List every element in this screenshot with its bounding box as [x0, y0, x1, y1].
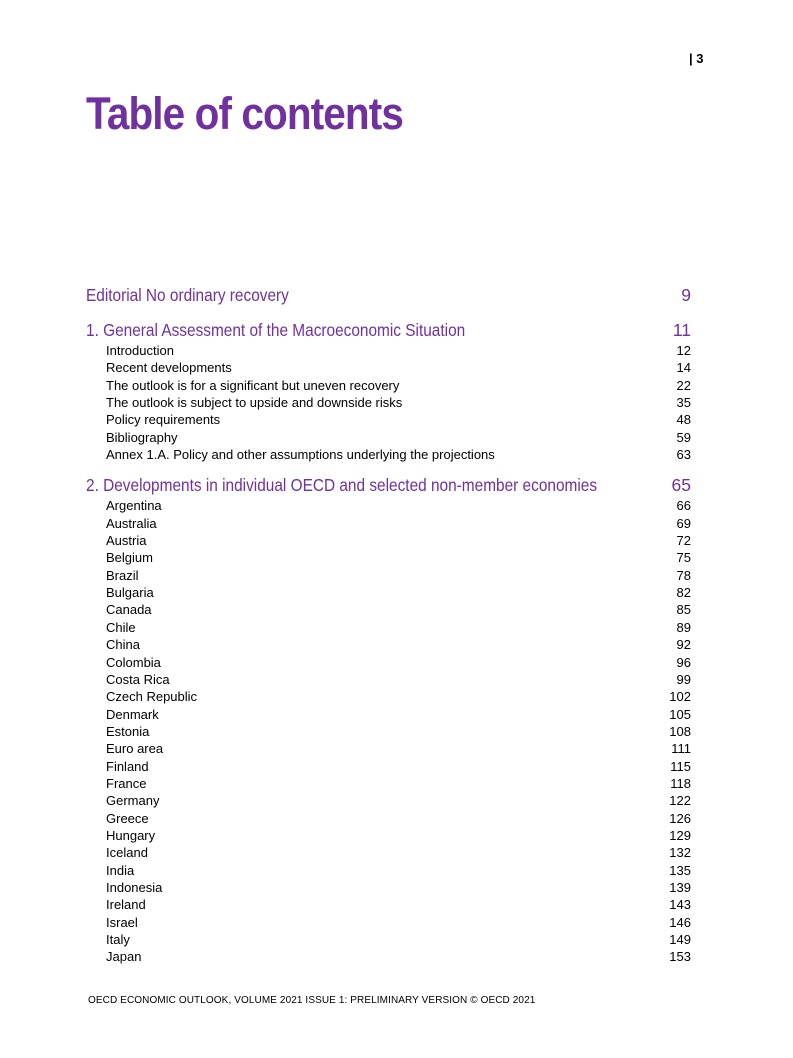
toc-section-title: 1. General Assessment of the Macroeconomic Situation	[86, 320, 466, 340]
toc-item-label: Costa Rica	[106, 671, 170, 687]
toc-item-label: India	[106, 862, 135, 878]
toc-item-label: Annex 1.A. Policy and other assumptions underlying the projections	[106, 447, 495, 463]
toc-item[interactable]	[86, 758, 691, 775]
toc-item-label: Ireland	[106, 897, 146, 913]
toc-entry-editorial[interactable]	[86, 283, 691, 307]
toc-item[interactable]	[86, 740, 691, 757]
toc-item-label: The outlook is subject to upside and downside risks	[106, 395, 403, 411]
toc-item-label: Canada	[106, 602, 152, 618]
toc-item-label: Italy	[106, 932, 130, 947]
toc-item-page: 105	[669, 706, 691, 722]
toc-item-page: 122	[669, 793, 691, 809]
toc-item[interactable]	[86, 601, 691, 618]
toc-item-label: Policy requirements	[106, 412, 221, 428]
toc-item-page: 115	[670, 758, 691, 774]
toc-item-page: 149	[669, 932, 691, 947]
toc-item[interactable]	[86, 879, 691, 896]
toc-section-heading[interactable]	[86, 318, 691, 342]
toc-item-page: 66	[676, 498, 691, 514]
toc-item[interactable]	[86, 584, 691, 601]
toc-item-page: 108	[669, 723, 691, 739]
toc-item-page: 139	[669, 879, 691, 895]
toc-section-heading[interactable]	[86, 473, 691, 497]
toc-item-page: 96	[676, 654, 691, 670]
toc-item-label: Chile	[106, 619, 136, 635]
toc-item-page: 78	[676, 567, 691, 583]
toc-item-label: Hungary	[106, 827, 156, 843]
toc-item-label: Argentina	[106, 498, 162, 514]
toc-item-page: 102	[669, 689, 691, 705]
toc-item-page: 59	[676, 429, 691, 445]
toc-item-page: 35	[676, 395, 691, 411]
toc-item[interactable]	[86, 532, 691, 549]
toc-item-label: Denmark	[106, 706, 159, 722]
toc-item-page: 111	[671, 741, 691, 757]
toc-item-label: Japan	[106, 949, 142, 965]
toc-item-label: Finland	[106, 758, 149, 774]
toc-item[interactable]	[86, 723, 691, 740]
toc-item[interactable]	[86, 342, 691, 359]
toc-item-page: 132	[669, 845, 691, 861]
toc-item-page: 48	[676, 412, 691, 428]
toc-item-page: 146	[669, 914, 691, 930]
toc-item-page: 92	[676, 637, 691, 653]
toc-item[interactable]	[86, 844, 691, 861]
toc-item[interactable]	[86, 394, 691, 411]
toc-item[interactable]	[86, 810, 691, 827]
toc-item[interactable]	[86, 706, 691, 723]
toc-section	[86, 473, 691, 965]
toc-item-label: Estonia	[106, 723, 150, 739]
toc-section-title: 2. Developments in individual OECD and selected non-member economies	[86, 475, 598, 496]
toc-section	[86, 318, 691, 463]
toc-item-page: 126	[669, 810, 691, 826]
toc-item-page: 72	[676, 533, 691, 549]
toc-item-page: 118	[670, 775, 691, 791]
toc-item[interactable]	[86, 567, 691, 584]
toc-item[interactable]	[86, 775, 691, 792]
toc-section-page: 65	[671, 475, 691, 496]
page-number: | 3	[689, 51, 704, 66]
toc-item-page: 75	[676, 550, 691, 566]
toc-item-page: 63	[676, 447, 691, 463]
toc-item-page: 153	[669, 949, 691, 965]
toc-item-label: Introduction	[106, 343, 174, 358]
toc-item[interactable]	[86, 862, 691, 879]
toc-item[interactable]	[86, 377, 691, 394]
toc-section-page: 11	[672, 320, 691, 340]
toc-item-label: Germany	[106, 793, 160, 809]
toc-item[interactable]	[86, 654, 691, 671]
toc-item[interactable]	[86, 549, 691, 566]
toc-item[interactable]	[86, 446, 691, 463]
toc-item-label: Austria	[106, 533, 147, 549]
toc-item-page: 12	[676, 343, 691, 358]
table-of-contents	[86, 283, 691, 966]
toc-item-label: Bulgaria	[106, 585, 154, 601]
toc-item[interactable]	[86, 515, 691, 532]
toc-item-page: 69	[676, 515, 691, 531]
toc-item[interactable]	[86, 671, 691, 688]
toc-item-label: Israel	[106, 914, 138, 930]
toc-item[interactable]	[86, 497, 691, 514]
toc-item-label: Czech Republic	[106, 689, 198, 705]
toc-item-label: Euro area	[106, 741, 164, 757]
toc-entry-label: Editorial No ordinary recovery	[86, 285, 289, 305]
toc-item[interactable]	[86, 429, 691, 446]
toc-item-page: 129	[669, 827, 691, 843]
toc-item-label: Greece	[106, 810, 149, 826]
toc-item-label: France	[106, 775, 147, 791]
toc-sections	[86, 318, 691, 966]
toc-item[interactable]	[86, 931, 691, 948]
toc-item-label: Belgium	[106, 550, 153, 566]
toc-item-page: 135	[669, 862, 691, 878]
toc-item-page: 99	[676, 671, 691, 687]
toc-item-page: 22	[676, 377, 691, 393]
toc-item[interactable]	[86, 914, 691, 931]
toc-item-label: Bibliography	[106, 429, 178, 445]
toc-item[interactable]	[86, 636, 691, 653]
page-footer: OECD ECONOMIC OUTLOOK, VOLUME 2021 ISSUE 1: PRELIMINARY VERSION © OECD 2021	[88, 995, 536, 1006]
toc-item[interactable]	[86, 359, 691, 376]
toc-item[interactable]	[86, 948, 691, 965]
toc-item-page: 143	[669, 897, 691, 913]
toc-item-page: 14	[676, 360, 691, 376]
toc-item[interactable]	[86, 688, 691, 705]
toc-item-label: China	[106, 637, 140, 653]
toc-item-label: Iceland	[106, 845, 148, 861]
toc-item[interactable]	[86, 827, 691, 844]
toc-item-label: Australia	[106, 515, 157, 531]
toc-item[interactable]	[86, 792, 691, 809]
toc-item-label: Recent developments	[106, 360, 232, 376]
toc-item-label: Colombia	[106, 654, 161, 670]
toc-item-page: 89	[676, 619, 691, 635]
toc-item-label: Brazil	[106, 567, 139, 583]
toc-item[interactable]	[86, 896, 691, 913]
page-title: Table of contents	[86, 88, 403, 139]
toc-item-label: The outlook is for a significant but uneven recovery	[106, 377, 400, 393]
toc-entry-page: 9	[681, 285, 691, 305]
toc-item-label: Indonesia	[106, 879, 163, 895]
toc-item[interactable]	[86, 619, 691, 636]
toc-item[interactable]	[86, 411, 691, 428]
toc-item-page: 82	[676, 585, 691, 601]
toc-item-page: 85	[676, 602, 691, 618]
